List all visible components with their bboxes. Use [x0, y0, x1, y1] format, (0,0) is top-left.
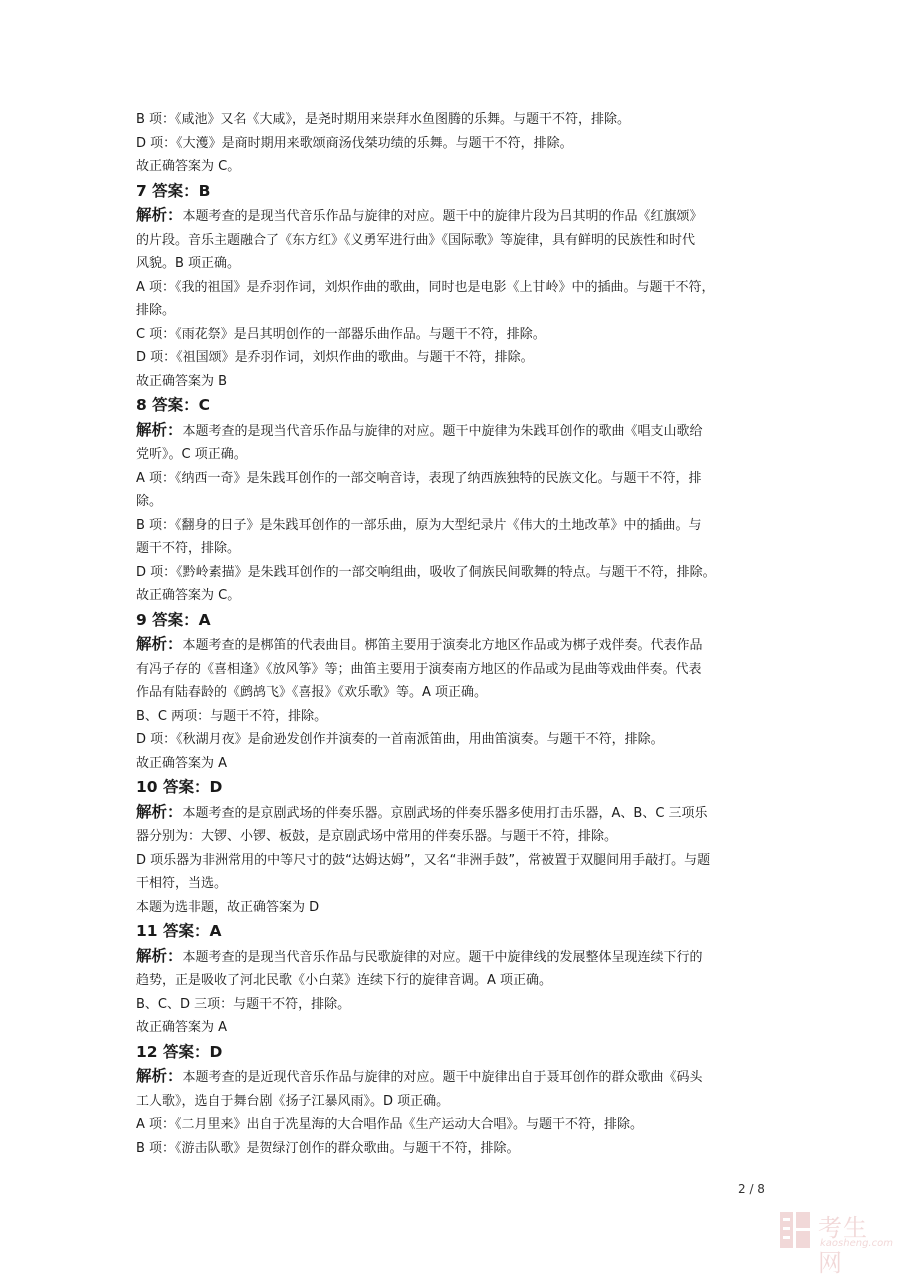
text-line: 党听》。C 项正确。: [136, 447, 247, 462]
text-line: 故正确答案为 C。: [136, 588, 241, 603]
text-line: 故正确答案为 C。: [136, 159, 241, 174]
text-line: B、C 两项：与题干不符，排除。: [136, 708, 328, 724]
kaosheng-logo-icon: [778, 1210, 812, 1250]
text-line: 故正确答案为 A: [136, 755, 228, 771]
text-line: 题干不符，排除。: [136, 541, 241, 556]
text-line: A 项：《纳西一奇》是朱践耳创作的一部交响音诗，表现了纳西族独特的民族文化。与题干不符，排: [136, 470, 702, 486]
analysis-text: 本题考查的是现当代音乐作品与民歌旋律的对应。题干中旋律线的发展整体呈现连续下行的: [182, 949, 703, 965]
analysis-line: [136, 800, 766, 826]
analysis-label: 解析：: [136, 420, 183, 439]
text-line: D 项：《黔岭素描》是朱践耳创作的一部交响组曲，吸收了侗族民间歌舞的特点。与题干不符，排除。: [136, 564, 716, 580]
text-line: 风貌。B 项正确。: [136, 256, 241, 271]
text-line: B 项：《咸池》又名《大咸》，是尧时期用来崇拜水鱼图腾的乐舞。与题干不符，排除。: [136, 112, 631, 127]
text-line: 的片段。音乐主题融合了《东方红》《义勇军进行曲》《国际歌》等旋律，具有鲜明的民族性和时代: [136, 232, 696, 248]
text-line: 除。: [136, 494, 163, 509]
text-line: 有冯子存的《喜相逢》《放风筝》等；曲笛主要用于演奏南方地区的作品或为昆曲等戏曲伴奏。代表: [136, 661, 702, 677]
text-line: A 项：《二月里来》出自于冼星海的大合唱作品《生产运动大合唱》。与题干不符，排除。: [136, 1117, 644, 1132]
answer-heading: 8 答案：C: [136, 396, 211, 414]
text-line: C 项：《雨花祭》是吕其明创作的一部器乐曲作品。与题干不符，排除。: [136, 326, 546, 342]
watermark: [778, 1206, 893, 1277]
answer-heading: 7 答案：B: [136, 181, 211, 200]
analysis-line: [136, 203, 766, 229]
watermark-domain: kaosheng.com: [820, 1238, 893, 1249]
analysis-text: 本题考查的是现当代音乐作品与旋律的对应。题干中的旋律片段为吕其明的作品《红旗颂》: [182, 209, 703, 224]
document-body: [136, 108, 766, 1160]
answer-heading: 12 答案：D: [136, 1042, 223, 1061]
analysis-label: 解析：: [136, 1067, 183, 1085]
text-line: 趋势，正是吸收了河北民歌《小白菜》连续下行的旋律音调。A 项正确。: [136, 973, 553, 988]
analysis-line: [136, 1064, 766, 1090]
text-line: D 项：《祖国颂》是乔羽作词，刘炽作曲的歌曲。与题干不符，排除。: [136, 350, 534, 365]
answer-heading: 11 答案：A: [136, 922, 222, 940]
text-line: 器分别为：大锣、小锣、板鼓，是京剧武场中常用的伴奏乐器。与题干不符，排除。: [136, 829, 618, 844]
text-line: B 项：《游击队歌》是贺绿汀创作的群众歌曲。与题干不符，排除。: [136, 1140, 520, 1156]
analysis-line: [136, 418, 766, 444]
text-line: 排除。: [136, 303, 176, 318]
analysis-text: 本题考查的是京剧武场的伴奏乐器。京剧武场的伴奏乐器多使用打击乐器，A、B、C 三项乐: [182, 805, 708, 821]
analysis-text: 本题考查的是近现代音乐作品与旋律的对应。题干中旋律出自于聂耳创作的群众歌曲《码头: [182, 1070, 703, 1085]
text-line: D 项乐器为非洲常用的中等尺寸的鼓“达姆达姆”，又名“非洲手鼓”，常被置于双腿间用手敲打。与题: [136, 852, 711, 868]
analysis-label: 解析：: [136, 635, 183, 653]
analysis-line: [136, 944, 766, 970]
text-line: 本题为选非题，故正确答案为 D: [136, 899, 320, 915]
text-line: 工人歌》，选自于舞台剧《扬子江暴风雨》。D 项正确。: [136, 1093, 450, 1109]
watermark-brand: 考生网: [818, 1214, 868, 1277]
text-line: 作品有陆春龄的《鹧鸪飞》《喜报》《欢乐歌》等。A 项正确。: [136, 685, 488, 700]
page-number: 2 / 8: [738, 1182, 765, 1196]
text-line: B、C、D 三项：与题干不符，排除。: [136, 996, 351, 1012]
analysis-text: 本题考查的是现当代音乐作品与旋律的对应。题干中旋律为朱践耳创作的歌曲《唱支山歌给: [182, 423, 703, 439]
text-line: A 项：《我的祖国》是乔羽作词，刘炽作曲的歌曲，同时也是电影《上甘岭》中的插曲。与题干不符，: [136, 279, 715, 295]
text-line: B 项：《翻身的日子》是朱践耳创作的一部乐曲，原为大型纪录片《伟大的土地改革》中的插曲。与: [136, 517, 702, 533]
answer-heading: 9 答案：A: [136, 610, 211, 629]
text-line: D 项：《大濩》是商时期用来歌颂商汤伐桀功绩的乐舞。与题干不符，排除。: [136, 135, 573, 151]
analysis-label: 解析：: [136, 802, 183, 821]
analysis-label: 解析：: [136, 946, 183, 965]
answer-heading: 10 答案：D: [136, 778, 223, 796]
text-line: 干相符，当选。: [136, 876, 228, 891]
text-line: 故正确答案为 A: [136, 1020, 228, 1035]
text-line: D 项：《秋湖月夜》是俞逊发创作并演奏的一首南派笛曲，用曲笛演奏。与题干不符，排除。: [136, 732, 664, 747]
analysis-line: [136, 632, 766, 658]
text-line: 故正确答案为 B: [136, 373, 228, 389]
analysis-text: 本题考查的是梆笛的代表曲目。梆笛主要用于演奏北方地区作品或为梆子戏伴奏。代表作品: [182, 638, 703, 653]
analysis-label: 解析：: [136, 206, 183, 224]
